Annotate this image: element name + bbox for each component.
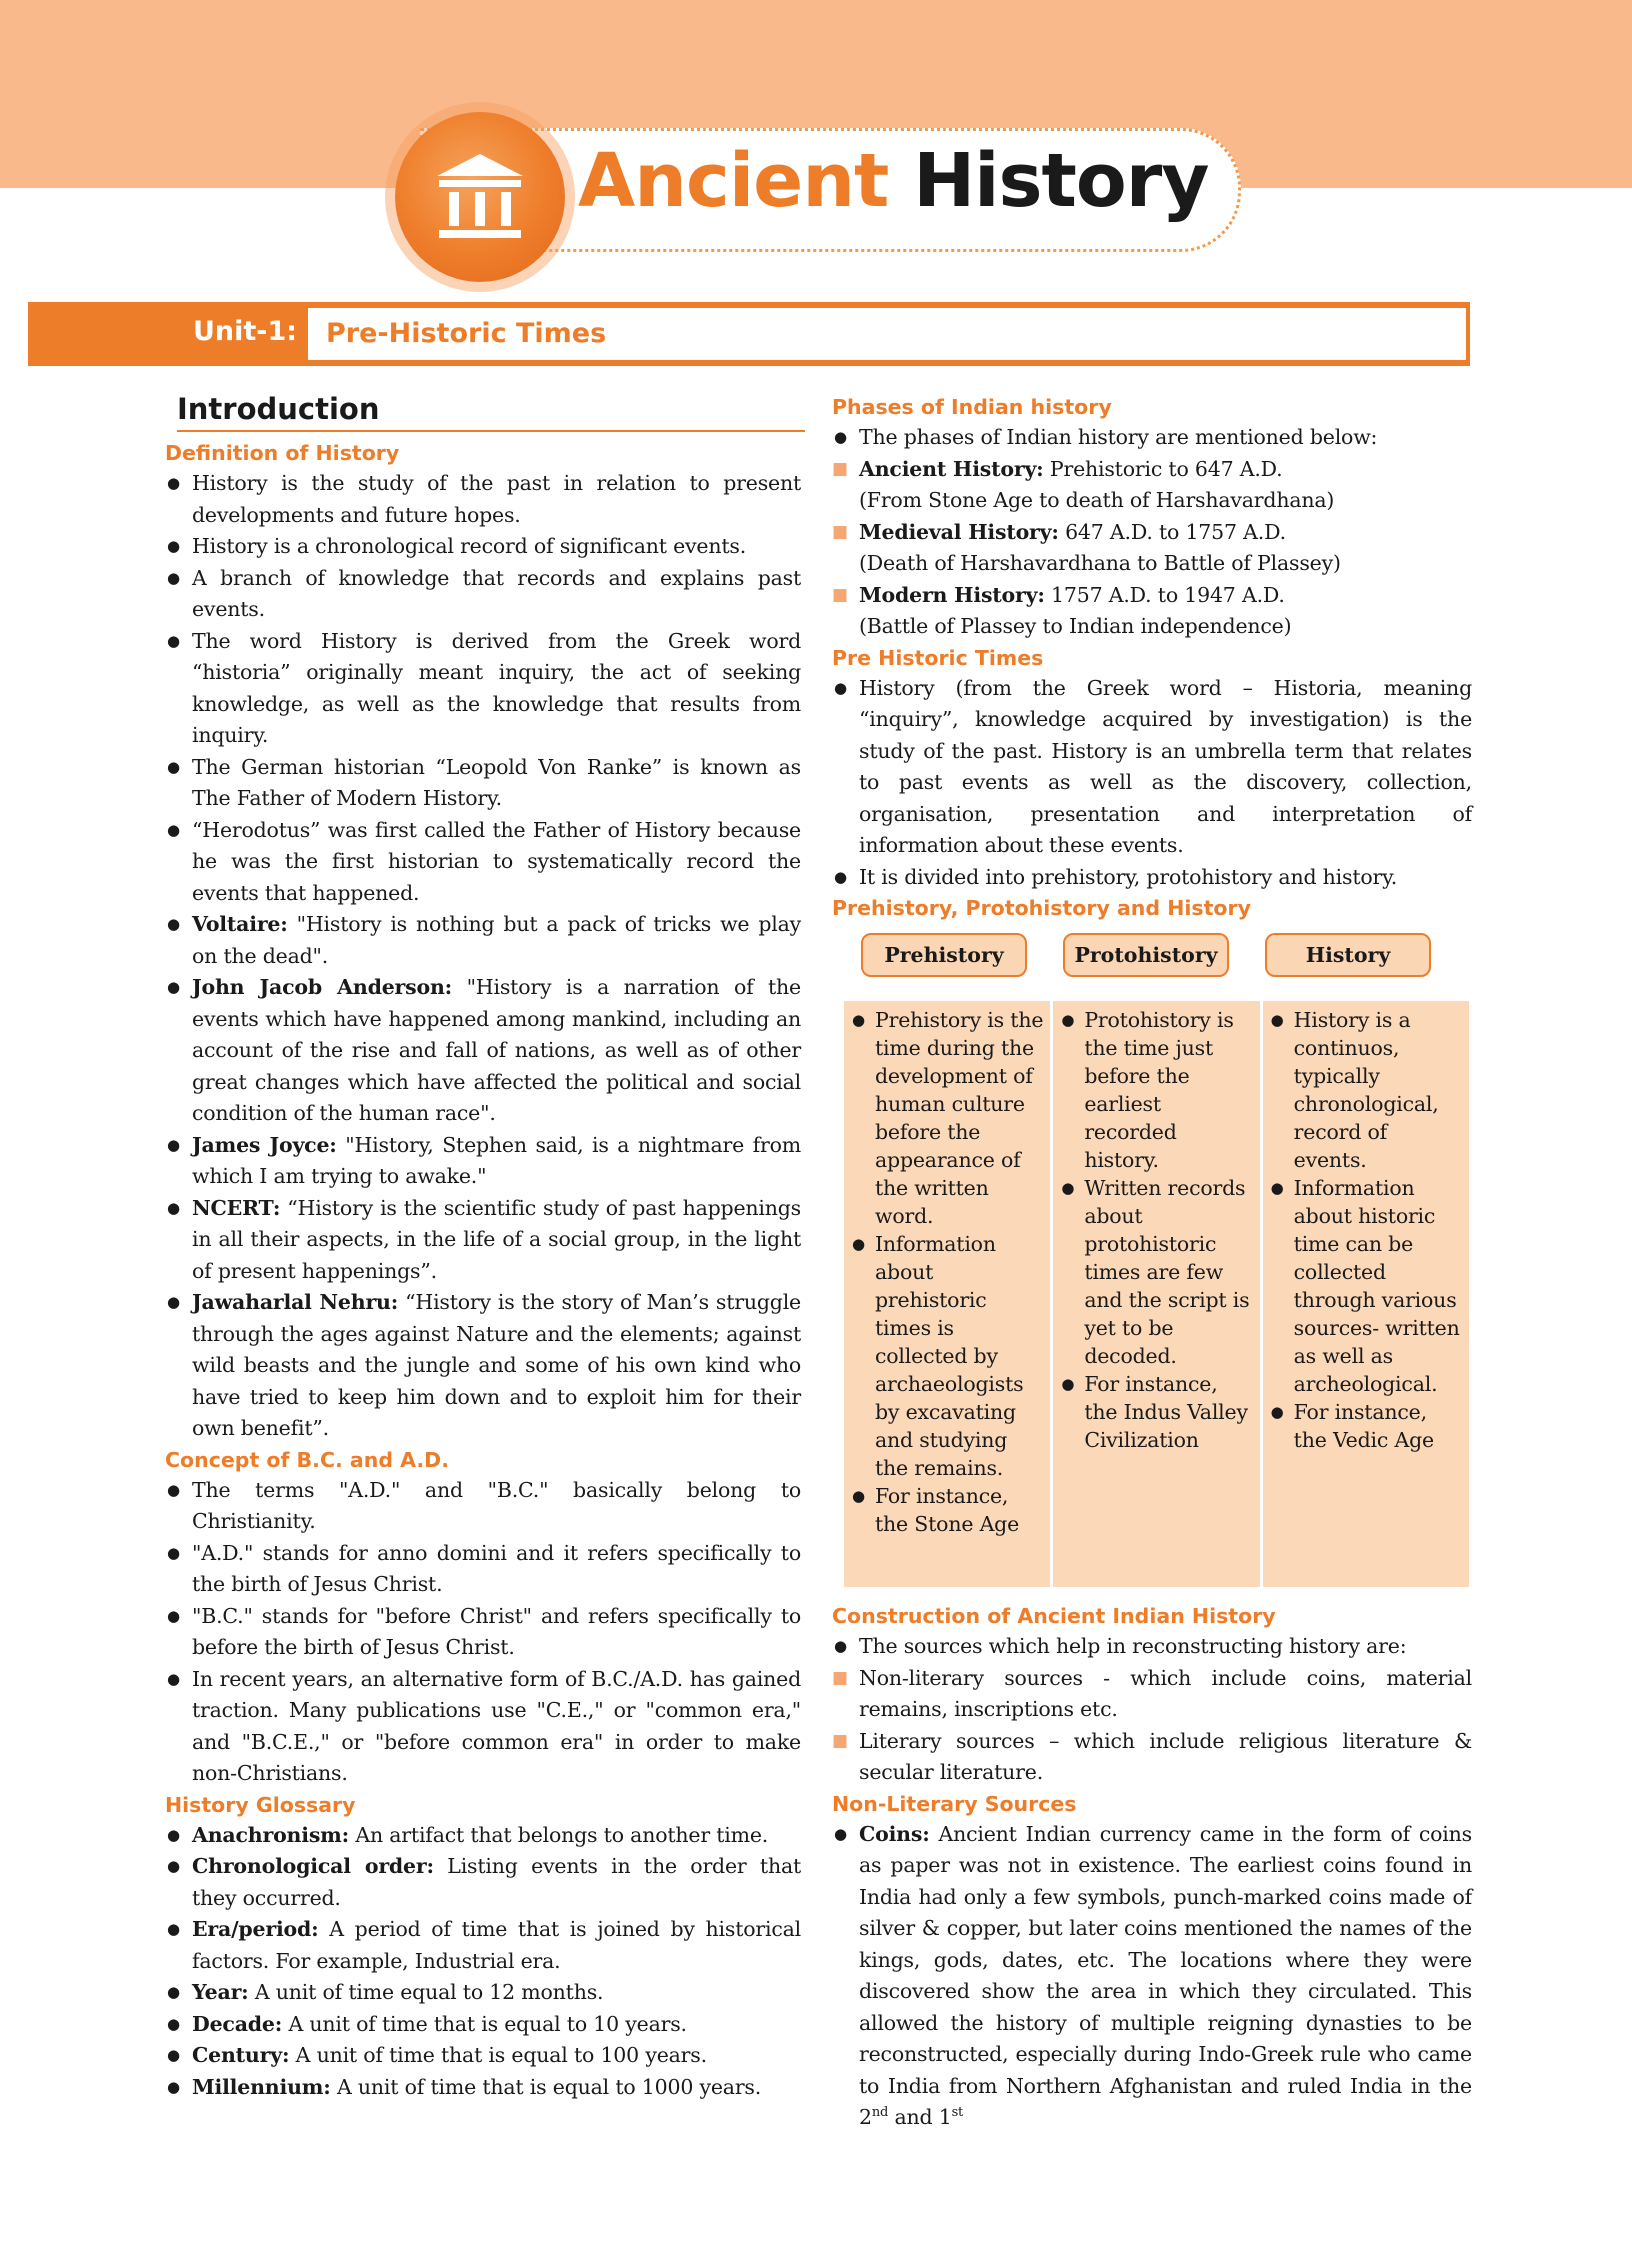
list-item: ● In recent years, an alternative form of B.C./A.D. has gained traction. Many publications use "C.E.," or "common era," and "B.C.E.," or "before common era" in order to make non-Christians. bbox=[165, 1664, 801, 1790]
list-item: ● Century: A unit of time that is equal to 100 years. bbox=[165, 2040, 801, 2072]
introduction-heading: Introduction bbox=[177, 392, 805, 432]
list-item: ■ Modern History: 1757 A.D. to 1947 A.D. (Battle of Plassey to Indian independence) bbox=[832, 580, 1472, 643]
list-item: ■ Non-literary sources - which include coins, material remains, inscriptions etc. bbox=[832, 1663, 1472, 1726]
period-point: ● For instance, the Stone Age bbox=[850, 1482, 1044, 1538]
list-item: ● History is a chronological record of significant events. bbox=[165, 531, 801, 563]
list-item: ● A branch of knowledge that records and explains past events. bbox=[165, 563, 801, 626]
list-item: ● “Herodotus” was first called the Father of History because he was the first historian to systematically record the events that happened. bbox=[165, 815, 801, 910]
construction-list bbox=[832, 1663, 1472, 1789]
construction-heading: Construction of Ancient Indian History bbox=[832, 1604, 1276, 1628]
period-comparison-panel bbox=[844, 1001, 1469, 1587]
nonliterary-heading: Non-Literary Sources bbox=[832, 1791, 1077, 1816]
list-item: ■ Medieval History: 647 A.D. to 1757 A.D. (Death of Harshavardhana to Battle of Plassey) bbox=[832, 517, 1472, 580]
list-item: ● Era/period: A period of time that is joined by historical factors. For example, Industrial era. bbox=[165, 1914, 801, 1977]
history-label: History bbox=[1265, 933, 1431, 977]
period-point: ● Written records about protohistoric times are few and the script is yet to be decoded. bbox=[1059, 1174, 1253, 1370]
protohistory-column bbox=[1053, 1001, 1262, 1587]
list-item: ● The German historian “Leopold Von Ranke” is known as The Father of Modern History. bbox=[165, 752, 801, 815]
list-item: ● Voltaire: "History is nothing but a pack of tricks we play on the dead". bbox=[165, 909, 801, 972]
period-point: ● Information about historic time can be collected through various sources- written as well as archeological. bbox=[1269, 1174, 1463, 1398]
period-point: ● Information about prehistoric times is collected by archaeologists by excavating and studying the remains. bbox=[850, 1230, 1044, 1482]
list-item: ● NCERT: “History is the scientific study of past happenings in all their aspects, in the life of a social group, in the light of present happenings”. bbox=[165, 1193, 801, 1288]
list-item: ● The word History is derived from the Greek word “historia” originally meant inquiry, the act of seeking knowledge, as well as the knowledge that results from inquiry. bbox=[165, 626, 801, 752]
definition-list bbox=[165, 468, 801, 1445]
period-point: ● Prehistory is the time during the development of human culture before the appearance of the written word. bbox=[850, 1006, 1044, 1230]
list-item: ● Anachronism: An artifact that belongs to another time. bbox=[165, 1820, 801, 1852]
bcad-list bbox=[165, 1475, 801, 1790]
page-title: Ancient History bbox=[578, 138, 1209, 224]
list-item: ● Jawaharlal Nehru: “History is the story of Man’s struggle through the ages against Nature and the elements; against wild beasts and the jungle and some of his own kind who have tried to keep him down and to exploit him for their own benefit”. bbox=[165, 1287, 801, 1445]
museum-pillars-icon bbox=[395, 112, 565, 282]
period-point: ● Protohistory is the time just before the earliest recorded history. bbox=[1059, 1006, 1253, 1174]
period-point: ● For instance, the Vedic Age bbox=[1269, 1398, 1463, 1454]
list-item: ● Year: A unit of time equal to 12 months. bbox=[165, 1977, 801, 2009]
list-item: ■ Literary sources – which include religious literature & secular literature. bbox=[832, 1726, 1472, 1789]
list-item: ● "B.C." stands for "before Christ" and refers specifically to before the birth of Jesus Christ. bbox=[165, 1601, 801, 1664]
period-labels bbox=[861, 933, 1472, 977]
left-column bbox=[165, 392, 801, 2103]
period-point: ● For instance, the Indus Valley Civilization bbox=[1059, 1370, 1253, 1454]
phases-list bbox=[832, 454, 1472, 643]
glossary-heading: History Glossary bbox=[165, 1792, 356, 1817]
list-item: ● History is the study of the past in relation to present developments and future hopes. bbox=[165, 468, 801, 531]
unit-title-box bbox=[306, 306, 1468, 362]
prehistory-label: Prehistory bbox=[861, 933, 1027, 977]
phases-heading: Phases of Indian history bbox=[832, 395, 1112, 419]
protohistory-label: Protohistory bbox=[1063, 933, 1229, 977]
glossary-list bbox=[165, 1820, 801, 2104]
list-item: ● It is divided into prehistory, protohistory and history. bbox=[832, 862, 1472, 894]
definition-heading: Definition of History bbox=[165, 441, 400, 465]
list-item: ● Millennium: A unit of time that is equal to 1000 years. bbox=[165, 2072, 801, 2104]
pph-heading: Prehistory, Protohistory and History bbox=[832, 896, 1251, 920]
prehistoric-heading: Pre Historic Times bbox=[832, 645, 1044, 670]
right-column bbox=[832, 392, 1472, 2134]
list-item: ■ Ancient History: Prehistoric to 647 A.D. (From Stone Age to death of Harshavardhana) bbox=[832, 454, 1472, 517]
list-item: ● The terms "A.D." and "B.C." basically belong to Christianity. bbox=[165, 1475, 801, 1538]
unit-bar bbox=[28, 302, 1470, 366]
list-item: ● Chronological order: Listing events in the order that they occurred. bbox=[165, 1851, 801, 1914]
history-column bbox=[1263, 1001, 1469, 1587]
coins-item: ● Coins: Ancient Indian currency came in the form of coins as paper was not in existence. The earliest coins found in India had only a few symbols, punch-marked coins made of silver & copper, but later coins mentioned the names of the kings, gods, dates, etc. The locations where they were discovered show the area in which they circulated. This allowed the history of multiple reigning dynasties to be reconstructed, especially during Indo-Greek rule who came to India from Northern Afghanistan and ruled India in the 2nd and 1st bbox=[832, 1819, 1472, 2134]
bcad-heading: Concept of B.C. and A.D. bbox=[165, 1447, 449, 1472]
unit-title: Pre-Historic Times bbox=[326, 318, 607, 349]
prehistory-column bbox=[844, 1001, 1053, 1587]
phases-intro: ● The phases of Indian history are mentioned below: bbox=[832, 422, 1472, 454]
list-item: ● History (from the Greek word – Historia, meaning “inquiry”, knowledge acquired by investigation) is the study of the past. History is an umbrella term that relates to past events as well as the discovery, collection, organisation, presentation and interpretation of information about these events. bbox=[832, 673, 1472, 862]
prehistoric-list bbox=[832, 673, 1472, 894]
list-item: ● James Joyce: "History, Stephen said, is a nightmare from which I am trying to awake." bbox=[165, 1130, 801, 1193]
construction-intro: ● The sources which help in reconstructing history are: bbox=[832, 1631, 1472, 1663]
unit-label: Unit-1: bbox=[193, 316, 298, 347]
period-point: ● History is a continuos, typically chronological, record of events. bbox=[1269, 1006, 1463, 1174]
list-item: ● "A.D." stands for anno domini and it refers specifically to the birth of Jesus Christ. bbox=[165, 1538, 801, 1601]
list-item: ● John Jacob Anderson: "History is a narration of the events which have happened among mankind, including an account of the rise and fall of nations, as well as of other great changes which have affected the political and social condition of the human race". bbox=[165, 972, 801, 1130]
list-item: ● Decade: A unit of time that is equal to 10 years. bbox=[165, 2009, 801, 2041]
